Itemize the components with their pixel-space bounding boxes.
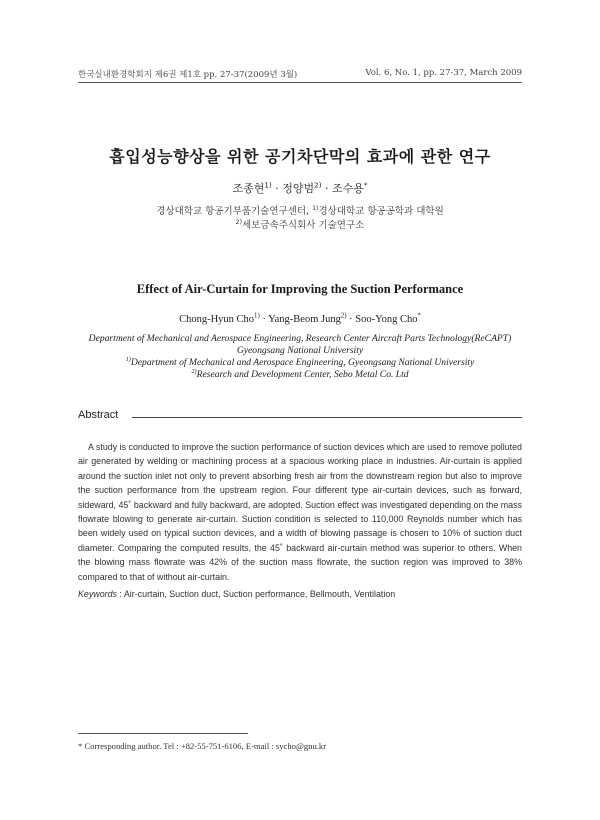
affiliation-text: Research and Development Center, Sebo Metal Co. Ltd [196, 369, 409, 380]
affiliation-text: 경상대학교 항공기부품기술연구센터, [156, 206, 313, 217]
author-mark: * [363, 180, 368, 190]
keywords-separator: : [116, 589, 124, 599]
header-rule [78, 82, 522, 83]
korean-title: 흡입성능향상을 위한 공기차단막의 효과에 관한 연구 [109, 147, 491, 166]
author-name: 정양범 [282, 182, 315, 195]
keywords-label: Keywords [78, 589, 117, 599]
affiliation-mark: 1) [125, 355, 131, 363]
author-name: Yang-Beom Jung [268, 314, 341, 325]
author-separator: · [321, 182, 332, 195]
running-header [78, 68, 522, 80]
korean-affiliation-1 [0, 203, 600, 217]
footnote-rule [78, 733, 248, 734]
korean-authors [0, 180, 600, 196]
english-title: Effect of Air-Curtain for Improving the Suction Performance [136, 282, 464, 296]
english-affiliation-3 [80, 357, 520, 369]
author-name: Chong-Hyun Cho [179, 314, 255, 325]
abstract-text: A study is conducted to improve the suction performance of suction devices which are used to remove polluted air generated by welding or machining process at a spacious working place in industries. Air-curtain is applied around the suction inlet not only to prevent absorbing fresh air from the downstream region but also to improve the suction performance from the upstream region. Four different type air-curtain devices, such as forward, sideward, 45˚ backward and fully backward, are adopted. Suction effect was investigated depending on the mass flowrate blowing to generate air-curtain. Suction condition is selected to 110,000 Reynolds number which has been widely used on typical suction devices, and a width of blowing passage is chosen to 10% of suction duct diameter. Comparing the computed results, the 45˚ backward air-curtain method was superior to others. When the blowing mass flowrate was 42% of the suction mass flowrate, the suction region was improved to 38% compared to that of without air-curtain. [78, 442, 522, 582]
author-name: 조종현 [232, 182, 265, 195]
author-separator: · [259, 314, 269, 325]
english-affiliation-1: Department of Mechanical and Aerospace Engineering, Research Center Aircraft Parts Technology(ReCAPT) [88, 333, 512, 344]
author-name: Soo-Yong Cho [355, 314, 418, 325]
author-mark: 2) [314, 180, 322, 190]
journal-info-korean: 한국실내환경학회지 제6권 제1호 pp. 27-37(2009년 3월) [78, 70, 298, 80]
author-mark: 1) [264, 180, 272, 190]
abstract-heading: Abstract [78, 409, 119, 421]
affiliation-text: Department of Mechanical and Aerospace Engineering, Gyeongsang National University [130, 357, 475, 368]
author-mark: 2) [340, 312, 347, 320]
english-authors [0, 314, 600, 325]
affiliation-mark: 2) [191, 367, 197, 375]
keywords-list: Air-curtain, Suction duct, Suction performance, Bellmouth, Ventilation [123, 589, 396, 599]
keywords [78, 589, 522, 599]
author-separator: · [346, 314, 356, 325]
affiliation-mark: 2) [235, 218, 242, 226]
author-mark: * [417, 312, 421, 320]
abstract-rule [132, 417, 522, 418]
author-mark: 1) [254, 312, 260, 320]
english-affiliation-4 [80, 369, 520, 381]
corresponding-author-footnote: * Corresponding author. Tel : +82-55-751-6106, E-mail : sycho@gnu.kr [78, 741, 327, 751]
affiliation-text: 세보금속주식회사 기술연구소 [242, 220, 365, 231]
affiliation-text: 경상대학교 항공공학과 대학원 [318, 206, 444, 217]
author-separator: · [271, 182, 283, 195]
english-affiliation-2: Gyeongsang National University [236, 345, 364, 356]
affiliation-mark: 1) [312, 204, 319, 212]
journal-info-english: Vol. 6, No. 1, pp. 27-37, March 2009 [365, 68, 522, 78]
korean-affiliation-2 [0, 217, 600, 231]
author-name: 조수용 [332, 182, 364, 195]
